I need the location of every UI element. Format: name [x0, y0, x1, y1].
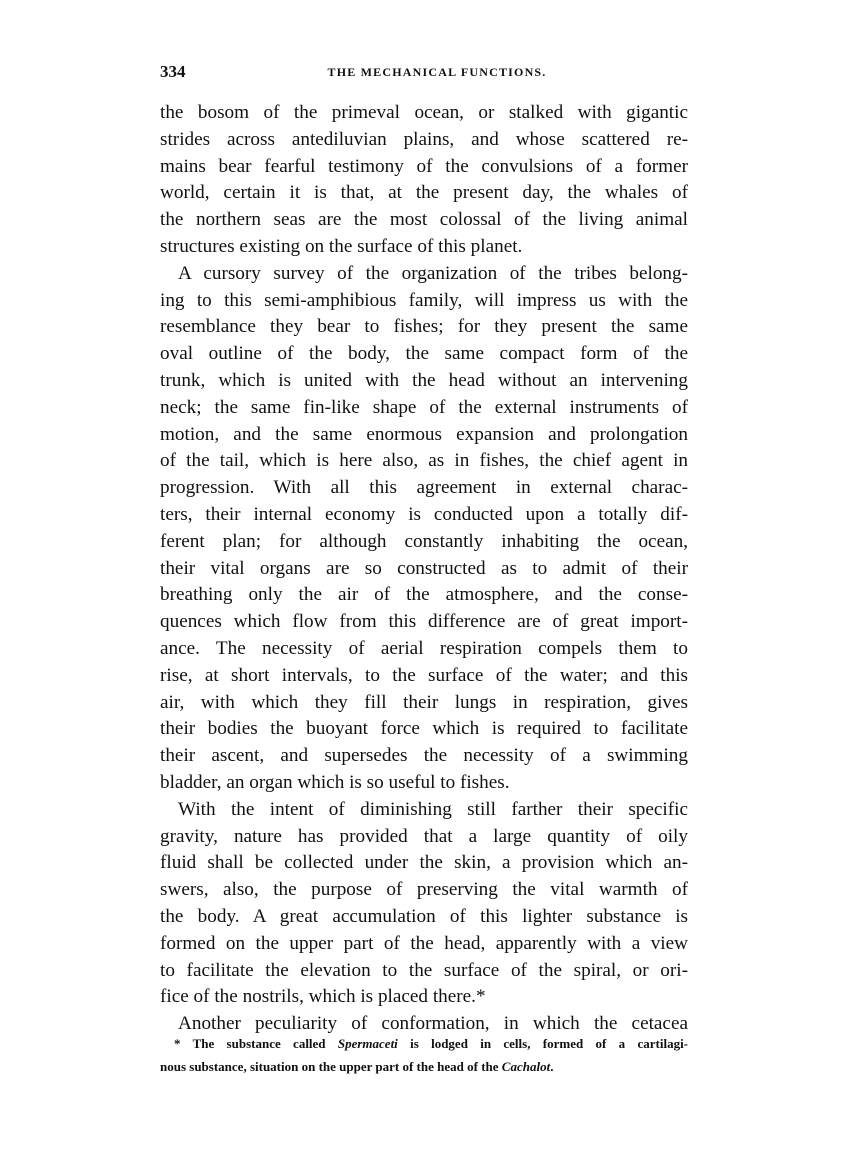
- footnote-text: is lodged in cells, formed of a cartilagi-: [397, 1036, 688, 1051]
- footnote-text: nous substance, situation on the upper part of the head of the: [160, 1059, 502, 1074]
- text-line: breathing only the air of the atmosphere, and the conse-: [160, 584, 688, 606]
- text-line: their ascent, and supersedes the necessity of a swimming: [160, 745, 688, 767]
- text-line: oval outline of the body, the same compact form of the: [160, 343, 688, 365]
- body-text: [160, 100, 688, 1038]
- text-line: world, certain it is that, at the present day, the whales of: [160, 182, 688, 204]
- text-line: resemblance they bear to fishes; for they present the same: [160, 316, 688, 338]
- text-line: swers, also, the purpose of preserving the vital warmth of: [160, 879, 688, 901]
- text-line: the body. A great accumulation of this lighter substance is: [160, 905, 688, 927]
- footnote-name: Cachalot: [501, 1059, 551, 1074]
- running-title: THE MECHANICAL FUNCTIONS.: [327, 65, 547, 79]
- text-line: bladder, an organ which is so useful to fishes.: [160, 771, 510, 793]
- text-line: trunk, which is united with the head without an intervening: [160, 369, 688, 391]
- text-line: the northern seas are the most colossal of the living animal: [160, 209, 688, 231]
- text-line: A cursory survey of the organization of the tribes belong-: [178, 262, 688, 284]
- text-line: progression. With all this agreement in external charac-: [160, 477, 688, 499]
- text-line: fice of the nostrils, which is placed there.*: [160, 986, 486, 1008]
- text-line: rise, at short intervals, to the surface of the water; and this: [160, 664, 688, 686]
- text-line: to facilitate the elevation to the surface of the spiral, or ori-: [160, 959, 688, 981]
- text-line: quences which flow from this difference are of great import-: [160, 611, 688, 633]
- footnote-term: Spermaceti: [337, 1036, 398, 1051]
- text-line: motion, and the same enormous expansion and prolongation: [160, 423, 688, 445]
- footnote-text: * The substance called: [174, 1036, 338, 1051]
- text-line: ferent plan; for although constantly inhabiting the ocean,: [160, 530, 688, 552]
- footnote-line: [160, 1055, 688, 1078]
- text-line: strides across antediluvian plains, and whose scattered re-: [160, 128, 688, 150]
- text-line: of the tail, which is here also, as in fishes, the chief agent in: [160, 450, 688, 472]
- text-line: their vital organs are so constructed as to admit of their: [160, 557, 688, 579]
- page-header: [160, 62, 688, 86]
- text-line: their bodies the buoyant force which is required to facilitate: [160, 718, 688, 740]
- footnote-line: [160, 1032, 688, 1055]
- footnote: [160, 1032, 688, 1078]
- text-line: fluid shall be collected under the skin, a provision which an-: [160, 852, 688, 874]
- text-line: ters, their internal economy is conducted upon a totally dif-: [160, 503, 688, 525]
- text-line: With the intent of diminishing still farther their specific: [178, 798, 688, 820]
- text-line: air, with which they fill their lungs in respiration, gives: [160, 691, 688, 713]
- text-line: structures existing on the surface of this planet.: [160, 235, 523, 257]
- text-line: neck; the same fin-like shape of the external instruments of: [160, 396, 688, 418]
- text-line: ing to this semi-amphibious family, will impress us with the: [160, 289, 688, 311]
- text-line: Another peculiarity of conformation, in which the cetacea: [178, 1013, 688, 1035]
- text-line: the bosom of the primeval ocean, or stalked with gigantic: [160, 102, 688, 123]
- text-line: formed on the upper part of the head, apparently with a view: [160, 932, 688, 954]
- text-line: ance. The necessity of aerial respiration compels them to: [160, 637, 688, 659]
- footnote-text: .: [550, 1059, 554, 1074]
- page-number: 334: [160, 62, 186, 81]
- text-line: gravity, nature has provided that a large quantity of oily: [160, 825, 688, 847]
- text-line: mains bear fearful testimony of the convulsions of a former: [160, 155, 688, 177]
